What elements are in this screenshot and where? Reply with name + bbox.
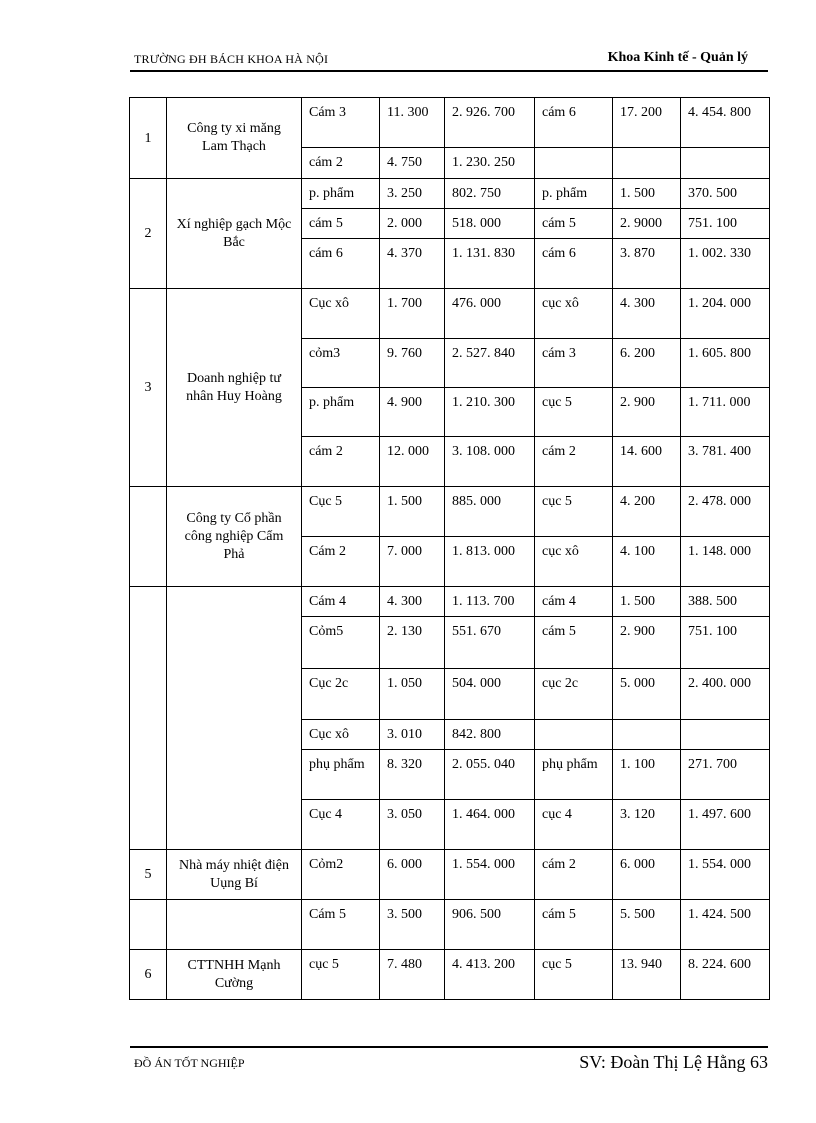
table-cell: cỏm3 bbox=[302, 339, 380, 388]
table-cell: 1. 500 bbox=[613, 587, 681, 617]
table-cell: 6. 000 bbox=[613, 850, 681, 900]
table-cell: 3. 010 bbox=[380, 720, 445, 750]
table-cell: 11. 300 bbox=[380, 98, 445, 148]
table-cell: cục xô bbox=[535, 289, 613, 339]
table-cell: 802. 750 bbox=[445, 179, 535, 209]
table-cell: 6. 200 bbox=[613, 339, 681, 388]
row-number: 6 bbox=[130, 950, 167, 1000]
table-cell: 12. 000 bbox=[380, 437, 445, 487]
table-cell: 7. 000 bbox=[380, 537, 445, 587]
table-cell: cám 2 bbox=[302, 148, 380, 179]
table-cell: 4. 300 bbox=[613, 289, 681, 339]
table-cell: Cám 5 bbox=[302, 900, 380, 950]
table-cell: 13. 940 bbox=[613, 950, 681, 1000]
company-name: Doanh nghiệp tư nhân Huy Hoàng bbox=[167, 289, 302, 487]
table-cell: 1. 500 bbox=[613, 179, 681, 209]
table-cell: 751. 100 bbox=[681, 617, 770, 669]
table-row bbox=[130, 179, 770, 209]
table-cell: 1. 100 bbox=[613, 750, 681, 800]
table-cell: p. phẩm bbox=[302, 388, 380, 437]
table-row bbox=[130, 289, 770, 339]
table-cell: cám 5 bbox=[535, 209, 613, 239]
company-name: Nhà máy nhiệt điện Uụng Bí bbox=[167, 850, 302, 900]
table-cell: 504. 000 bbox=[445, 669, 535, 720]
table-cell: 4. 750 bbox=[380, 148, 445, 179]
table-cell bbox=[535, 148, 613, 179]
table-cell: 885. 000 bbox=[445, 487, 535, 537]
table-cell: 3. 500 bbox=[380, 900, 445, 950]
row-number bbox=[130, 487, 167, 587]
table-cell: 2. 000 bbox=[380, 209, 445, 239]
table-cell: 2. 9000 bbox=[613, 209, 681, 239]
table-cell: cám 2 bbox=[535, 850, 613, 900]
table-cell bbox=[613, 720, 681, 750]
table-cell: 3. 250 bbox=[380, 179, 445, 209]
table-cell: 2. 055. 040 bbox=[445, 750, 535, 800]
table-cell: cám 6 bbox=[302, 239, 380, 289]
table-cell: cám 3 bbox=[535, 339, 613, 388]
table-cell: cục 5 bbox=[535, 388, 613, 437]
table-cell: 2. 926. 700 bbox=[445, 98, 535, 148]
table-cell: Cỏm5 bbox=[302, 617, 380, 669]
header-school: TRƯỜNG ĐH BÁCH KHOA HÀ NỘI bbox=[134, 52, 329, 66]
table-cell: 1. 113. 700 bbox=[445, 587, 535, 617]
table-cell: 4. 200 bbox=[613, 487, 681, 537]
table-row bbox=[130, 98, 770, 148]
table-cell: 1. 605. 800 bbox=[681, 339, 770, 388]
table-cell: cám 4 bbox=[535, 587, 613, 617]
table-cell: Cục 4 bbox=[302, 800, 380, 850]
table-row bbox=[130, 900, 770, 950]
table-cell: Cục xô bbox=[302, 289, 380, 339]
table-cell: 1. 002. 330 bbox=[681, 239, 770, 289]
row-number bbox=[130, 900, 167, 950]
table-cell: 2. 527. 840 bbox=[445, 339, 535, 388]
table-cell: cục xô bbox=[535, 537, 613, 587]
table-cell bbox=[681, 720, 770, 750]
table-row bbox=[130, 850, 770, 900]
table-cell: 1. 464. 000 bbox=[445, 800, 535, 850]
table-cell: 3. 108. 000 bbox=[445, 437, 535, 487]
table-cell: cục 4 bbox=[535, 800, 613, 850]
table-cell: 2. 478. 000 bbox=[681, 487, 770, 537]
table-cell: 3. 050 bbox=[380, 800, 445, 850]
row-number: 2 bbox=[130, 179, 167, 289]
table-cell: 2. 900 bbox=[613, 388, 681, 437]
table-cell: p. phẩm bbox=[302, 179, 380, 209]
table-cell: 370. 500 bbox=[681, 179, 770, 209]
table-cell: cục 5 bbox=[302, 950, 380, 1000]
header-faculty: Khoa Kinh tế - Quản lý bbox=[607, 50, 748, 65]
table-cell: 476. 000 bbox=[445, 289, 535, 339]
table-cell: 3. 870 bbox=[613, 239, 681, 289]
table-cell: Cục 5 bbox=[302, 487, 380, 537]
header-divider bbox=[130, 70, 768, 72]
table-cell: phụ phẩm bbox=[302, 750, 380, 800]
table-cell: 8. 320 bbox=[380, 750, 445, 800]
footer-divider bbox=[130, 1046, 768, 1048]
table-cell: 1. 711. 000 bbox=[681, 388, 770, 437]
table-cell: cám 2 bbox=[302, 437, 380, 487]
table-cell: 1. 204. 000 bbox=[681, 289, 770, 339]
table-cell: 4. 900 bbox=[380, 388, 445, 437]
table-cell: 1. 813. 000 bbox=[445, 537, 535, 587]
table-cell: Cám 2 bbox=[302, 537, 380, 587]
table-cell: 2. 900 bbox=[613, 617, 681, 669]
table-cell: 1. 131. 830 bbox=[445, 239, 535, 289]
table-cell: 1. 554. 000 bbox=[681, 850, 770, 900]
sales-table bbox=[129, 97, 770, 1000]
table-cell: cám 6 bbox=[535, 98, 613, 148]
table-cell: cám 6 bbox=[535, 239, 613, 289]
table-cell: 4. 454. 800 bbox=[681, 98, 770, 148]
row-number: 3 bbox=[130, 289, 167, 487]
table-cell: cục 2c bbox=[535, 669, 613, 720]
table-cell bbox=[681, 148, 770, 179]
table-row bbox=[130, 950, 770, 1000]
row-number: 1 bbox=[130, 98, 167, 179]
table-cell: Cục 2c bbox=[302, 669, 380, 720]
table-row bbox=[130, 587, 770, 617]
table-cell bbox=[613, 148, 681, 179]
table-cell: Cục xô bbox=[302, 720, 380, 750]
table-cell: 1. 424. 500 bbox=[681, 900, 770, 950]
table-cell: 14. 600 bbox=[613, 437, 681, 487]
table-cell: 2. 400. 000 bbox=[681, 669, 770, 720]
table-cell: 4. 100 bbox=[613, 537, 681, 587]
table-cell: 8. 224. 600 bbox=[681, 950, 770, 1000]
table-cell: 842. 800 bbox=[445, 720, 535, 750]
company-name bbox=[167, 900, 302, 950]
table-cell: 1. 050 bbox=[380, 669, 445, 720]
table-cell: Cỏm2 bbox=[302, 850, 380, 900]
table-cell: 7. 480 bbox=[380, 950, 445, 1000]
table-cell: cục 5 bbox=[535, 950, 613, 1000]
table-cell: 3. 120 bbox=[613, 800, 681, 850]
table-cell: cám 5 bbox=[302, 209, 380, 239]
table-row bbox=[130, 487, 770, 537]
table-cell: 5. 500 bbox=[613, 900, 681, 950]
table-cell: 1. 497. 600 bbox=[681, 800, 770, 850]
footer-label: ĐỒ ÁN TỐT NGHIỆP bbox=[134, 1056, 245, 1070]
table-cell: 271. 700 bbox=[681, 750, 770, 800]
table-cell: 9. 760 bbox=[380, 339, 445, 388]
table-cell: 551. 670 bbox=[445, 617, 535, 669]
table-cell: 3. 781. 400 bbox=[681, 437, 770, 487]
table-cell: 1. 500 bbox=[380, 487, 445, 537]
table-cell: 1. 230. 250 bbox=[445, 148, 535, 179]
table-cell: 1. 554. 000 bbox=[445, 850, 535, 900]
company-name: Công ty xi măng Lam Thạch bbox=[167, 98, 302, 179]
table-cell: 5. 000 bbox=[613, 669, 681, 720]
table-cell: 4. 413. 200 bbox=[445, 950, 535, 1000]
table-cell: 2. 130 bbox=[380, 617, 445, 669]
footer-student: SV: Đoàn Thị Lệ Hằng 63 bbox=[579, 1052, 768, 1072]
table-cell: 751. 100 bbox=[681, 209, 770, 239]
row-number bbox=[130, 587, 167, 850]
table-cell: p. phẩm bbox=[535, 179, 613, 209]
table-cell: 17. 200 bbox=[613, 98, 681, 148]
table-cell: 6. 000 bbox=[380, 850, 445, 900]
table-cell: cám 2 bbox=[535, 437, 613, 487]
table-cell: cục 5 bbox=[535, 487, 613, 537]
table-cell bbox=[535, 720, 613, 750]
table-cell: 906. 500 bbox=[445, 900, 535, 950]
table-cell: Cám 3 bbox=[302, 98, 380, 148]
company-name bbox=[167, 587, 302, 850]
table-cell: cám 5 bbox=[535, 900, 613, 950]
table-cell: cám 5 bbox=[535, 617, 613, 669]
company-name: CTTNHH Mạnh Cường bbox=[167, 950, 302, 1000]
table-cell: 518. 000 bbox=[445, 209, 535, 239]
company-name: Xí nghiệp gạch Mộc Bắc bbox=[167, 179, 302, 289]
table-cell: Cám 4 bbox=[302, 587, 380, 617]
company-name: Công ty Cổ phần công nghiệp Cẩm Phả bbox=[167, 487, 302, 587]
table-cell: 4. 370 bbox=[380, 239, 445, 289]
table-cell: 1. 148. 000 bbox=[681, 537, 770, 587]
table-cell: phụ phẩm bbox=[535, 750, 613, 800]
table-cell: 388. 500 bbox=[681, 587, 770, 617]
table-cell: 1. 210. 300 bbox=[445, 388, 535, 437]
table-cell: 1. 700 bbox=[380, 289, 445, 339]
table-cell: 4. 300 bbox=[380, 587, 445, 617]
row-number: 5 bbox=[130, 850, 167, 900]
